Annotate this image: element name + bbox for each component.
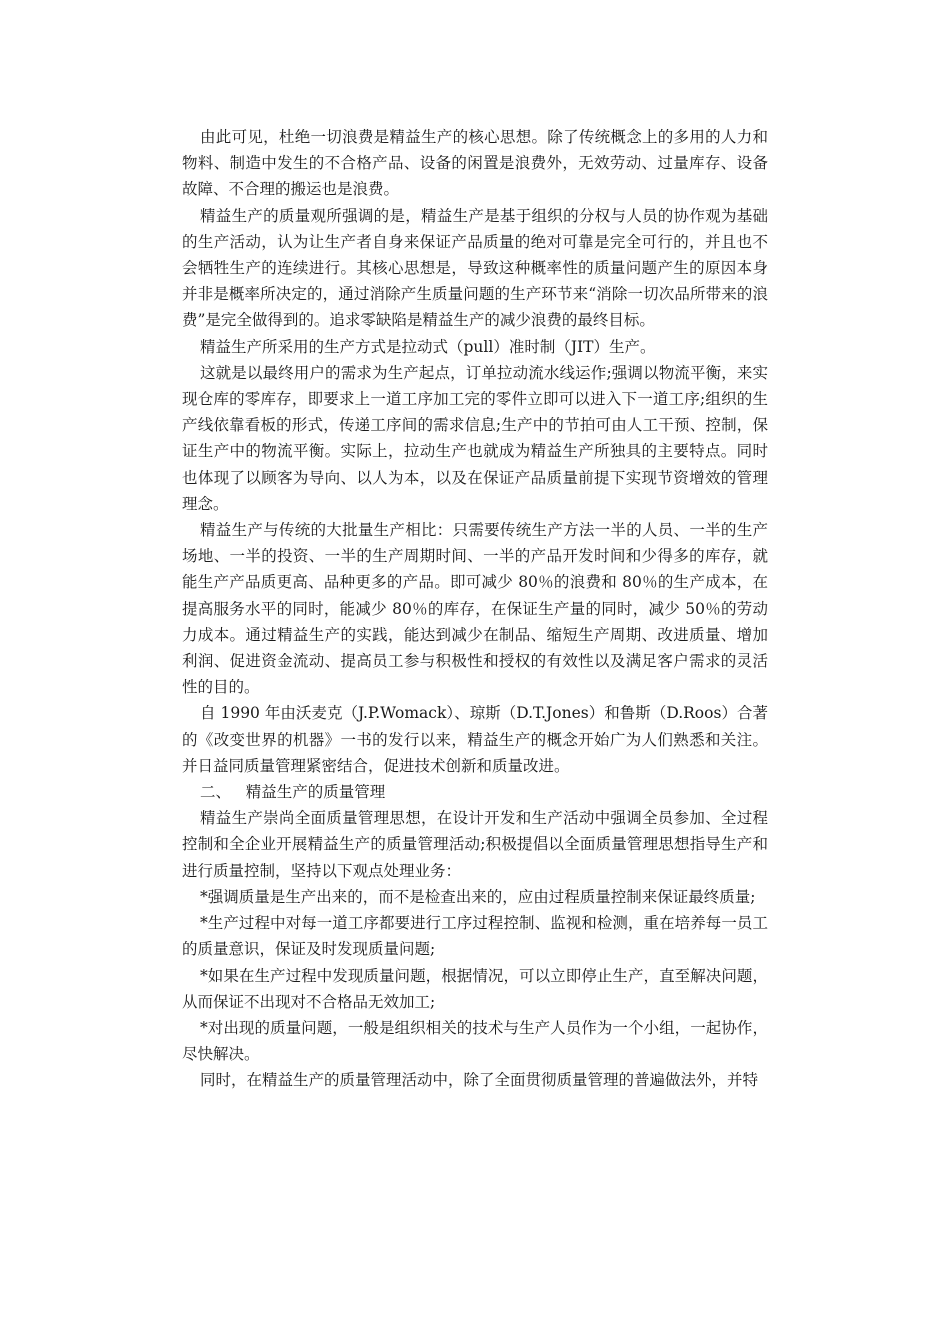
paragraph-pull-jit: 精益生产所采用的生产方式是拉动式（pull）准时制（JIT）生产。: [200, 337, 656, 356]
paragraph-waste-core-idea: 由此可见，杜绝一切浪费是精益生产的核心思想。除了传统概念上的多用的人力和物料、制造中发生的不合格产品、设备的闲置是浪费外，无效劳动、过量库存、设备故障、不合理的搬运也是浪费。: [182, 128, 768, 199]
paragraph-history: 自 1990 年由沃麦克（J.P.Womack）、琼斯（D.T.Jones）和鲁斯（D.Roos）合著的《改变世界的机器》一书的发行以来，精益生产的概念开始广为人们熟悉和关注。并日益同质量管理紧密结合，促进技术创新和质量改进。: [182, 704, 768, 775]
paragraph-quality-view: 精益生产的质量观所强调的是，精益生产是基于组织的分权与人员的协作观为基础的生产活动，认为让生产者自身来保证产品质量的绝对可靠是完全可行的，并且也不会牺牲生产的连续进行。其核心思想是，导致这种概率性的质量问题产生的原因本身并非是概率所决定的，通过消除产生质量问题的生产环节来“消除一切次品所带来的浪费”是完全做得到的。追求零缺陷是精益生产的减少浪费的最终目标。: [182, 206, 768, 330]
paragraph-tqm-intro: 精益生产崇尚全面质量管理思想，在设计开发和生产活动中强调全员参加、全过程控制和全企业开展精益生产的质量管理活动;积极提倡以全面质量管理思想指导生产和进行质量控制，坚持以下观点处理业务：: [182, 809, 768, 880]
paragraph-comparison: 精益生产与传统的大批量生产相比：只需要传统生产方法一半的人员、一半的生产场地、一半的投资、一半的生产周期时间、一半的产品开发时间和少得多的库存，就能生产产品质更高、品种更多的产品。即可减少 80％的浪费和 80％的生产成本，在提高服务水平的同时，能减少 80％的库存，在保证生产量的同时，减少 50％的劳动力成本。通过精益生产的实践，能达到减少在制品、缩短生产周期、改进质量、增加利润、促进资金流动、提高员工参与积极性和授权的有效性以及满足客户需求的灵活性的目的。: [182, 521, 768, 697]
paragraph-closing: 同时，在精益生产的质量管理活动中，除了全面贯彻质量管理的普遍做法外，并特: [200, 1071, 759, 1090]
bullet-process-control: *生产过程中对每一道工序都要进行工序过程控制、监视和检测，重在培养每一员工的质量意识，保证及时发现质量问题;: [182, 914, 768, 959]
paragraph-pull-explanation: 这就是以最终用户的需求为生产起点，订单拉动流水线运作;强调以物流平衡，来实现仓库的零库存，即要求上一道工序加工完的零件立即可以进入下一道工序;组织的生产线依靠看板的形式，传递工序间的需求信息;生产中的节拍可由人工干预、控制，保证生产中的物流平衡。实际上，拉动生产也就成为精益生产所独具的主要特点。同时也体现了以顾客为导向、以人为本，以及在保证产品质量前提下实现节资增效的管理理念。: [182, 363, 768, 513]
document-body: [182, 124, 768, 1094]
bullet-team-solve: *对出现的质量问题，一般是组织相关的技术与生产人员作为一个小组，一起协作，尽快解决。: [182, 1018, 768, 1064]
bullet-stop-production: *如果在生产过程中发现质量问题，根据情况，可以立即停止生产，直至解决问题，从而保证不出现对不合格品无效加工;: [182, 966, 768, 1011]
bullet-quality-produced: *强调质量是生产出来的，而不是检查出来的，应由过程质量控制来保证最终质量;: [200, 887, 756, 906]
section-heading: 二、 精益生产的质量管理: [200, 783, 386, 802]
